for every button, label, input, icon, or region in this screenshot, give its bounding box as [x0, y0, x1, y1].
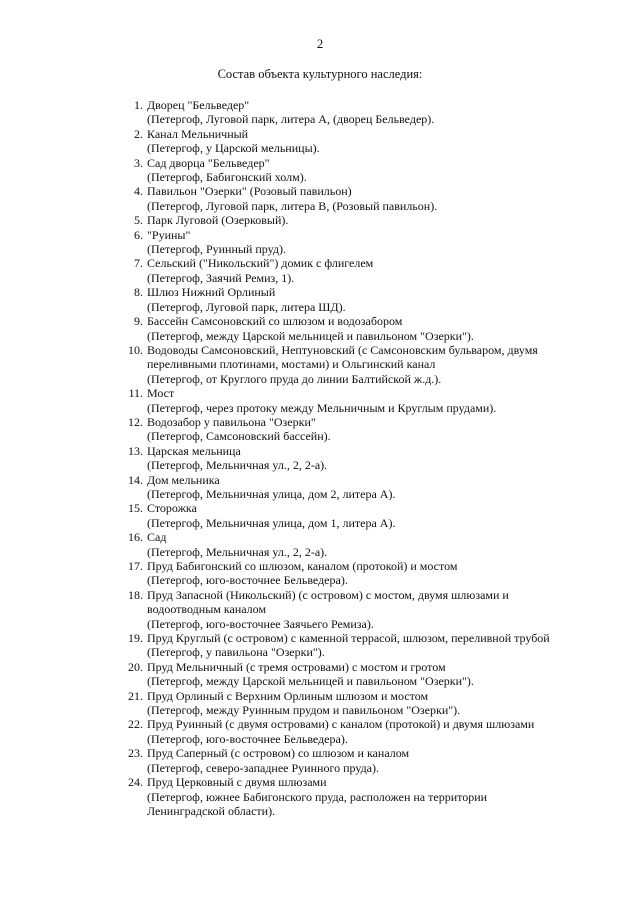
list-item-detail: (Петергоф, у павильона "Озерки").: [147, 645, 325, 660]
list-item-title: "Руины": [147, 227, 191, 242]
list-item-detail: (Петергоф, между Руинным прудом и павильоном "Озерки").: [147, 703, 461, 718]
list-item-detail: (Петергоф, Самсоновский бассейн).: [147, 429, 331, 444]
list-item-title: Пруд Круглый (с островом) с каменной террасой, шлюзом, переливной трубой: [147, 631, 550, 646]
list-item-detail: (Петергоф, Заячий Ремиз, 1).: [147, 270, 295, 285]
list-item-title: Сад дворца "Бельведер": [147, 155, 270, 170]
list-item-number: 14.: [128, 472, 143, 487]
list-item: [120, 156, 540, 185]
list-item-title: Канал Мельничный: [147, 126, 249, 141]
list-item: [120, 631, 550, 660]
list-item-title: Парк Луговой (Озерковый).: [147, 213, 289, 228]
list-item: [120, 588, 540, 631]
list-item: [120, 689, 540, 718]
list-item-number: 3.: [134, 155, 143, 170]
list-item-detail: переливными плотинами, мостами) и Ольгинский канал: [147, 357, 436, 372]
list-item-detail: (Петергоф, Луговой парк, литера А, (дворец Бельведер).: [147, 112, 435, 127]
list-item-detail: (Петергоф, у Царской мельницы).: [147, 141, 320, 156]
list-item-number: 13.: [128, 443, 143, 458]
list-item: [120, 444, 540, 473]
list-item-number: 1.: [134, 98, 143, 112]
list-item-number: 5.: [134, 213, 143, 228]
list-item-title: Пруд Запасной (Никольский) (с островом) с мостом, двумя шлюзами и: [147, 587, 509, 602]
list-item: [120, 256, 540, 285]
list-item-number: 22.: [128, 717, 143, 732]
list-item-title: Сельский ("Никольский") домик с флигелем: [147, 256, 374, 271]
list-item-detail: Ленинградской области).: [147, 803, 276, 818]
list-item-number: 18.: [128, 587, 143, 602]
list-item-detail: (Петергоф, между Царской мельницей и павильоном "Озерки").: [147, 674, 474, 689]
list-item: [120, 473, 540, 502]
document-title: Состав объекта культурного наследия:: [217, 67, 423, 81]
list-item-detail: (Петергоф, между Царской мельницей и павильоном "Озерки").: [147, 328, 474, 343]
list-item-number: 21.: [128, 688, 143, 703]
list-item: [120, 501, 540, 530]
list-item-number: 10.: [128, 342, 143, 357]
list-item: [120, 559, 540, 588]
list-item-detail: (Петергоф, юго-восточнее Бельведера).: [147, 731, 348, 746]
list-item-number: 2.: [134, 126, 143, 141]
list-item: [120, 386, 540, 415]
list-item-detail: (Петергоф, от Круглого пруда до линии Балтийской ж.д.).: [147, 371, 442, 386]
page-number: 2: [316, 36, 324, 51]
heritage-object-list: [120, 98, 550, 818]
list-item-title: Дом мельника: [147, 472, 220, 487]
list-item-title: Пруд Саперный (с островом) со шлюзом и каналом: [147, 746, 410, 761]
list-item-detail: (Петергоф, Руинный пруд).: [147, 242, 286, 257]
list-item-title: Бассейн Самсоновский со шлюзом и водозабором: [147, 314, 403, 329]
list-item-title: Пруд Церковный с двумя шлюзами: [147, 775, 327, 790]
list-item-detail: (Петергоф, Мельничная улица, дом 2, литера А).: [147, 486, 396, 501]
list-item-number: 11.: [128, 386, 143, 401]
list-item-number: 4.: [134, 184, 143, 199]
list-item-title: Сторожка: [147, 501, 197, 516]
list-item-detail: (Петергоф, Мельничная ул., 2, 2-а).: [147, 544, 328, 559]
list-item: [120, 127, 540, 156]
list-item: [120, 415, 540, 444]
list-item-title: Водоводы Самсоновский, Нептуновский (с Самсоновским бульваром, двумя: [147, 342, 538, 357]
list-item-title: Пруд Руинный (с двумя островами) с каналом (протокой) и двумя шлюзами: [147, 717, 535, 732]
list-item: [120, 314, 540, 343]
list-item: [120, 746, 540, 775]
list-item: [120, 717, 540, 746]
list-item-detail: (Петергоф, Мельничная ул., 2, 2-а).: [147, 458, 328, 473]
list-item-title: Царская мельница: [147, 443, 241, 458]
list-item-number: 24.: [128, 775, 143, 790]
list-item-detail: (Петергоф, юго-восточнее Заячьего Ремиза).: [147, 616, 374, 631]
list-item: [120, 184, 540, 213]
list-item-number: 20.: [128, 659, 143, 674]
list-item-number: 23.: [128, 746, 143, 761]
list-item-detail: (Петергоф, северо-западнее Руинного пруда).: [147, 760, 380, 775]
list-item-title: Пруд Орлиный с Верхним Орлиным шлюзом и мостом: [147, 688, 429, 703]
list-item: [120, 343, 540, 386]
list-item-title: Мост: [147, 386, 175, 401]
list-item-number: 16.: [128, 530, 143, 545]
list-item: [120, 228, 540, 257]
list-item-number: 7.: [134, 256, 143, 271]
list-item-number: 6.: [134, 227, 143, 242]
list-item-number: 17.: [128, 559, 143, 573]
list-item-title: Шлюз Нижний Орлиный: [147, 285, 276, 300]
list-item-detail: (Петергоф, юго-восточнее Бельведера).: [147, 573, 348, 588]
list-item-detail: (Петергоф, Луговой парк, литера ШД).: [147, 299, 346, 314]
list-item: [120, 530, 540, 559]
list-item-title: Пруд Мельничный (с тремя островами) с мостом и гротом: [147, 659, 446, 674]
list-item-detail: (Петергоф, Бабигонский холм).: [147, 170, 307, 185]
list-item-detail: водоотводным каналом: [147, 602, 267, 617]
list-item-title: Сад: [147, 530, 167, 545]
list-item-title: Павильон "Озерки" (Розовый павильон): [147, 184, 352, 199]
list-item-number: 8.: [134, 285, 143, 300]
list-item-number: 9.: [134, 314, 143, 329]
list-item-title: Водозабор у павильона "Озерки": [147, 414, 316, 429]
list-item-detail: (Петергоф, южнее Бабигонского пруда, расположен на территории: [147, 789, 488, 804]
list-item: [120, 98, 540, 127]
list-item: [120, 213, 540, 227]
list-item: [120, 775, 540, 818]
list-item-number: 19.: [128, 631, 143, 646]
list-item-detail: (Петергоф, Мельничная улица, дом 1, литера А).: [147, 515, 396, 530]
list-item-detail: (Петергоф, через протоку между Мельничным и Круглым прудами).: [147, 400, 497, 415]
list-item-title: Пруд Бабигонский со шлюзом, каналом (протокой) и мостом: [147, 559, 458, 573]
list-item-title: Дворец "Бельведер": [147, 98, 250, 112]
list-item-number: 12.: [128, 414, 143, 429]
list-item: [120, 660, 540, 689]
list-item-detail: (Петергоф, Луговой парк, литера В, (Розовый павильон).: [147, 198, 438, 213]
list-item-number: 15.: [128, 501, 143, 516]
list-item: [120, 285, 540, 314]
